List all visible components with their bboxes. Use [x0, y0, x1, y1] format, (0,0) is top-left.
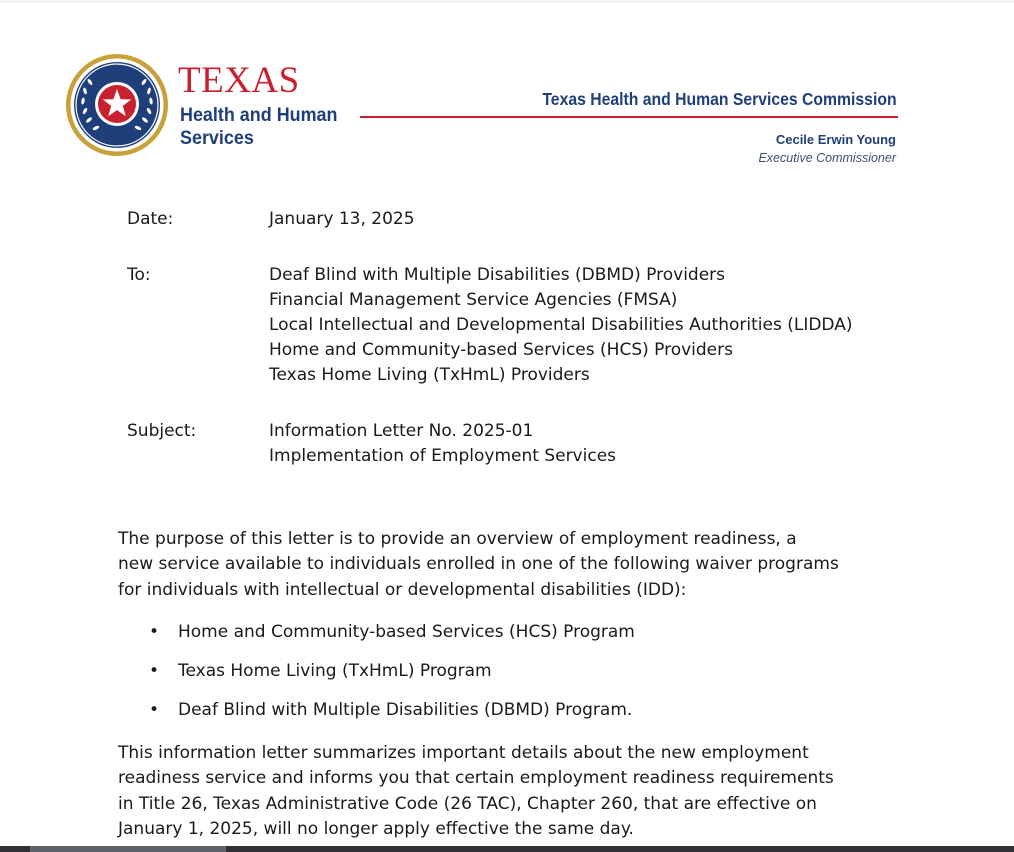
bullet-icon: • [148, 622, 160, 642]
recipient-line: Financial Management Service Agencies (FMSA) [269, 290, 678, 310]
summary-paragraph [118, 741, 918, 842]
paragraph-line: This information letter summarizes important details about the new employment [118, 743, 809, 763]
list-item-text: Home and Community-based Services (HCS) Program [178, 622, 635, 642]
to-recipients [269, 263, 852, 388]
bullet-icon: • [148, 700, 160, 720]
logo-agency-wordmark [180, 104, 337, 150]
date-value: January 13, 2025 [269, 209, 415, 229]
intro-paragraph [118, 527, 918, 603]
list-item [118, 659, 898, 698]
top-edge [0, 0, 1014, 3]
horizontal-scrollbar[interactable] [0, 846, 1014, 852]
subject-label: Subject: [127, 421, 197, 441]
bullet-icon: • [148, 661, 160, 681]
scrollbar-thumb[interactable] [30, 846, 226, 852]
list-item [118, 620, 898, 659]
recipient-line: Home and Community-based Services (HCS) Providers [269, 340, 733, 360]
list-item [118, 698, 898, 737]
logo-line-1: Health and Human [180, 104, 338, 126]
commissioner-name: Cecile Erwin Young [775, 132, 896, 147]
logo-texas-wordmark: TEXAS [178, 60, 300, 101]
logo-line-2: Services [180, 127, 254, 149]
paragraph-line: readiness service and informs you that certain employment readiness requirements [118, 768, 834, 789]
paragraph-line: January 1, 2025, will no longer apply effective the same day. [118, 818, 634, 839]
date-label: Date: [127, 209, 174, 229]
subject-line: Information Letter No. 2025-01 [269, 421, 534, 441]
paragraph-line: for individuals with intellectual or developmental disabilities (IDD): [118, 579, 687, 600]
to-label: To: [127, 265, 151, 285]
recipient-line: Deaf Blind with Multiple Disabilities (DBMD) Providers [269, 265, 726, 285]
commission-name: Texas Health and Human Services Commission [542, 89, 897, 109]
paragraph-line: The purpose of this letter is to provide an overview of employment readiness, a [118, 529, 797, 549]
list-item-text: Deaf Blind with Multiple Disabilities (DBMD) Program. [178, 700, 633, 720]
paragraph-line: new service available to individuals enrolled in one of the following waiver programs [118, 554, 839, 575]
letterhead-rule [360, 116, 898, 118]
subject-line: Implementation of Employment Services [269, 446, 617, 466]
hhs-seal-logo [65, 53, 169, 157]
recipient-line: Texas Home Living (TxHmL) Providers [269, 365, 590, 385]
list-item-text: Texas Home Living (TxHmL) Program [178, 661, 492, 681]
subject-value [269, 419, 616, 469]
paragraph-line: in Title 26, Texas Administrative Code (26 TAC), Chapter 260, that are effective on [118, 793, 817, 814]
program-list [118, 620, 898, 737]
recipient-line: Local Intellectual and Developmental Disabilities Authorities (LIDDA) [269, 315, 853, 335]
commissioner-title: Executive Commissioner [758, 151, 896, 165]
